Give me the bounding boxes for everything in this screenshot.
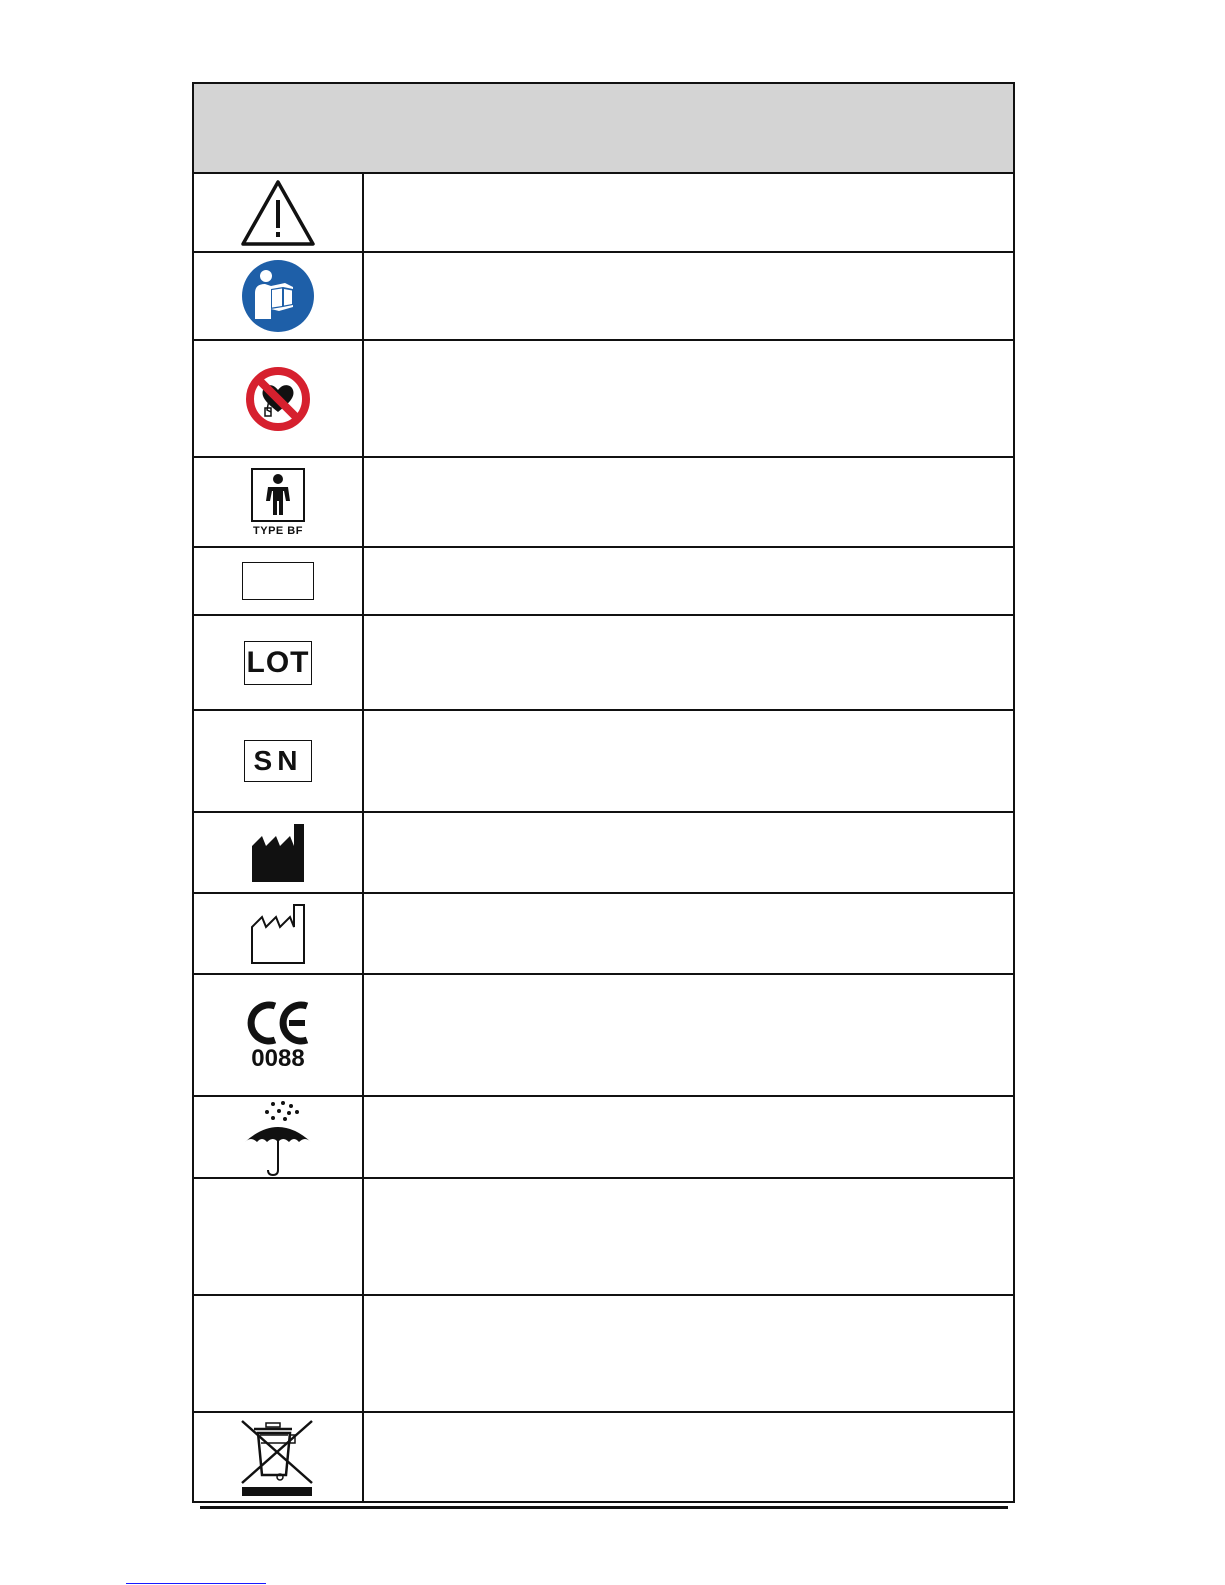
lot-number-symbol: LOT [244,641,312,685]
catalogue-number-box [242,562,314,600]
description-cell [364,253,1013,339]
symbol-cell [194,813,364,892]
table-row [194,1097,1013,1179]
serial-number-symbol: SN [244,740,312,782]
table-row [194,174,1013,253]
description-cell [364,1296,1013,1411]
symbol-cell [194,616,364,709]
table-header [194,84,1013,174]
description-cell [364,1413,1013,1501]
symbol-cell [194,711,364,811]
weee-crossed-bin-icon [236,1417,320,1497]
symbol-cell [194,458,364,546]
no-pacemaker-icon [245,366,311,432]
symbol-cell [194,894,364,973]
footer-rule [200,1506,1008,1509]
table-row [194,975,1013,1097]
description-cell [364,548,1013,614]
notified-body-number: 0088 [251,1045,305,1072]
warning-triangle-icon [240,178,316,248]
symbol-cell [194,548,364,614]
symbol-table [192,82,1015,1503]
ce-mark-symbol [245,1000,311,1070]
type-bf-symbol [250,467,306,537]
symbol-cell [194,174,364,251]
symbol-cell [194,1296,364,1411]
symbol-cell [194,253,364,339]
description-cell [364,894,1013,973]
refer-to-manual-icon [241,259,315,333]
description-cell [364,1179,1013,1294]
description-cell [364,174,1013,251]
description-cell [364,711,1013,811]
symbol-cell [194,975,364,1095]
description-cell [364,341,1013,456]
table-row [194,1296,1013,1413]
description-cell [364,1097,1013,1177]
date-of-manufacture-icon [250,903,306,965]
symbol-cell [194,1179,364,1294]
table-row [194,1413,1013,1501]
symbol-cell [194,1413,364,1501]
table-row [194,711,1013,813]
table-row [194,894,1013,975]
description-cell [364,975,1013,1095]
table-row [194,458,1013,548]
description-cell [364,813,1013,892]
type-bf-body-icon [250,467,306,523]
table-row [194,548,1013,616]
description-cell [364,458,1013,546]
description-cell [364,616,1013,709]
keep-dry-umbrella-icon [243,1098,313,1176]
table-row [194,1179,1013,1296]
table-row [194,253,1013,341]
ce-mark-icon [245,1000,311,1046]
symbol-cell [194,341,364,456]
manufacturer-icon [250,822,306,884]
type-bf-label: TYPE BF [253,525,303,537]
page-link-underline [126,1583,266,1584]
table-row [194,813,1013,894]
table-row [194,616,1013,711]
table-row [194,341,1013,458]
symbol-cell [194,1097,364,1177]
